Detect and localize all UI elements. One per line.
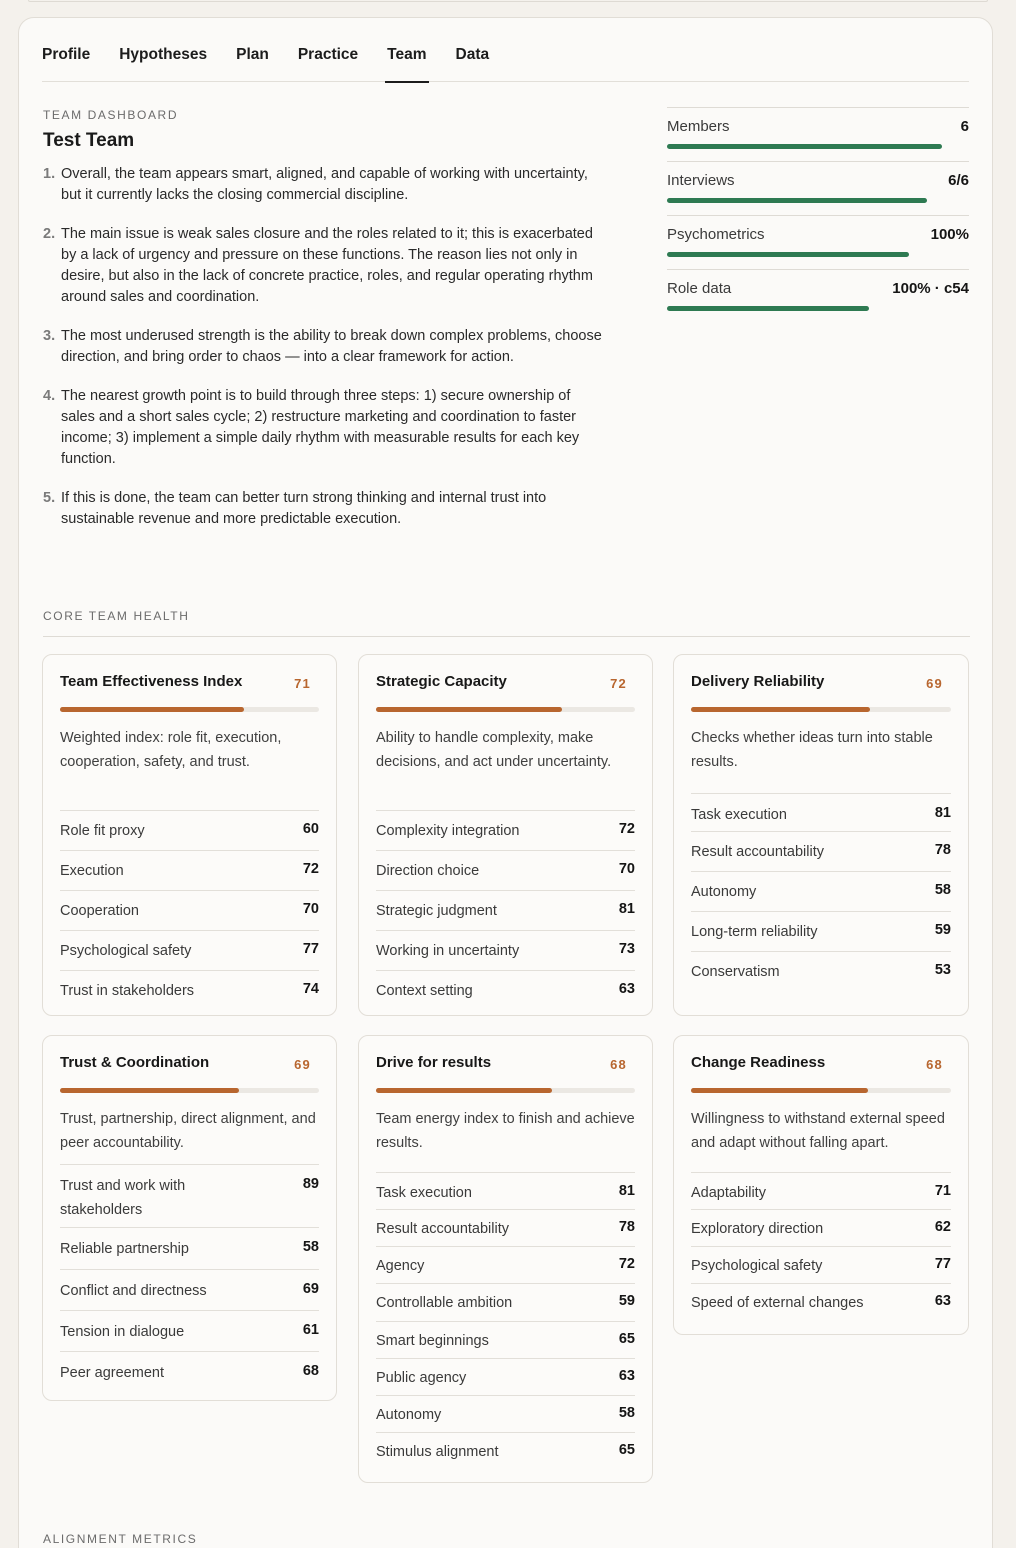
metric-label: Adaptability bbox=[691, 1185, 766, 1201]
alignment-overline: ALIGNMENT METRICS bbox=[43, 1532, 198, 1546]
metric-label: Exploratory direction bbox=[691, 1221, 824, 1237]
card-title: Change Readiness bbox=[691, 1054, 826, 1071]
metric-label: Controllable ambition bbox=[376, 1295, 513, 1311]
card-progress-track bbox=[691, 1088, 951, 1093]
card-description: Team energy index to finish and achieve results. bbox=[376, 1111, 635, 1151]
tab-hypotheses[interactable]: Hypotheses bbox=[119, 46, 208, 63]
stat-row-psychometrics bbox=[667, 215, 969, 269]
stat-label: Role data bbox=[667, 280, 732, 297]
metric-row bbox=[691, 1283, 951, 1320]
tab-practice[interactable]: Practice bbox=[297, 46, 359, 63]
metric-value: 63 bbox=[934, 1293, 951, 1309]
metric-label: Autonomy bbox=[376, 1407, 442, 1423]
metric-row bbox=[691, 1246, 951, 1283]
stat-progress-bar bbox=[667, 144, 942, 149]
summary-item-text: If this is done, the team can better turn strong thinking and internal trust into sustainable revenue and more predictable execution. bbox=[61, 490, 547, 527]
previous-panel-edge bbox=[28, 0, 988, 2]
metric-value: 73 bbox=[618, 941, 635, 957]
metric-label: Speed of external changes bbox=[691, 1295, 864, 1311]
card-score: 71 bbox=[294, 676, 311, 691]
metric-value: 74 bbox=[302, 981, 319, 997]
metric-row bbox=[376, 1283, 635, 1321]
summary-item bbox=[43, 326, 608, 368]
metric-row bbox=[376, 850, 635, 890]
tab-bar bbox=[42, 18, 969, 82]
metric-row bbox=[60, 1310, 319, 1351]
card-progress-track bbox=[60, 707, 319, 712]
metric-value: 61 bbox=[302, 1322, 319, 1338]
metric-value: 58 bbox=[934, 882, 951, 898]
summary-item-text: The nearest growth point is to build through three steps: 1) secure ownership of sales and a short sales cycle; 2) restructure marketing and coordination to faster income; 3) implement a simple daily rhythm with measurable results for each key function. bbox=[61, 388, 580, 467]
summary-item-text: The most underused strength is the ability to break down complex problems, choose direction, and bring order to chaos — into a clear framework for action. bbox=[61, 328, 602, 365]
metric-row bbox=[691, 1172, 951, 1209]
summary-item-number: 1. bbox=[43, 166, 56, 182]
tab-data[interactable]: Data bbox=[455, 46, 490, 63]
stat-label: Psychometrics bbox=[667, 226, 765, 243]
summary-item-text: Overall, the team appears smart, aligned, and capable of working with uncertainty, but it currently lacks the closing commercial discipline. bbox=[61, 166, 588, 203]
tab-plan[interactable]: Plan bbox=[236, 46, 269, 63]
metric-value: 78 bbox=[934, 842, 951, 858]
metric-row bbox=[691, 951, 951, 991]
metric-value: 70 bbox=[302, 901, 319, 917]
stat-progress-bar bbox=[667, 306, 869, 311]
metric-value: 78 bbox=[618, 1219, 635, 1235]
metric-value: 59 bbox=[618, 1293, 635, 1309]
card-score: 68 bbox=[610, 1057, 627, 1072]
card-description: Weighted index: role fit, execution, cooperation, safety, and trust. bbox=[60, 730, 282, 770]
metric-value: 68 bbox=[302, 1363, 319, 1379]
metric-label: Direction choice bbox=[376, 863, 480, 879]
card-score: 68 bbox=[926, 1057, 943, 1072]
metric-value: 63 bbox=[618, 1368, 635, 1384]
metric-label: Public agency bbox=[376, 1370, 467, 1386]
card-trust-coordination bbox=[42, 1035, 337, 1401]
dashboard-overline: TEAM DASHBOARD bbox=[43, 108, 179, 122]
metric-row bbox=[60, 890, 319, 930]
summary-item-number: 4. bbox=[43, 388, 56, 404]
metric-label: Task execution bbox=[691, 807, 787, 823]
metric-value: 77 bbox=[934, 1256, 951, 1272]
metric-label: Reliable partnership bbox=[60, 1241, 189, 1257]
card-progress-track bbox=[376, 707, 635, 712]
card-progress-fill bbox=[376, 1088, 552, 1093]
metric-row bbox=[376, 810, 635, 850]
card-title: Delivery Reliability bbox=[691, 673, 825, 690]
metric-label: Psychological safety bbox=[691, 1258, 823, 1274]
metric-label: Complexity integration bbox=[376, 823, 520, 839]
metric-value: 58 bbox=[618, 1405, 635, 1421]
card-description: Trust, partnership, direct alignment, and peer accountability. bbox=[60, 1111, 316, 1151]
card-progress-track bbox=[60, 1088, 319, 1093]
summary-list bbox=[43, 164, 608, 548]
metric-label: Result accountability bbox=[691, 844, 824, 860]
metric-label: Peer agreement bbox=[60, 1365, 164, 1381]
stat-value: 100% bbox=[930, 226, 969, 243]
core-health-overline: CORE TEAM HEALTH bbox=[43, 609, 190, 623]
card-change-readiness bbox=[673, 1035, 969, 1335]
metric-row bbox=[60, 970, 319, 1010]
metric-row bbox=[691, 911, 951, 951]
metric-value: 60 bbox=[302, 821, 319, 837]
metric-label: Trust in stakeholders bbox=[60, 983, 195, 999]
metric-label: Working in uncertainty bbox=[376, 943, 520, 959]
metric-value: 71 bbox=[934, 1183, 951, 1199]
team-title: Test Team bbox=[43, 130, 135, 151]
metric-label: Task execution bbox=[376, 1185, 472, 1201]
stat-value: 6/6 bbox=[948, 172, 969, 189]
metric-label: Trust and work with stakeholders bbox=[60, 1178, 186, 1218]
stat-row-members bbox=[667, 107, 969, 161]
stat-row-role-data bbox=[667, 269, 969, 323]
card-progress-fill bbox=[376, 707, 562, 712]
metric-value: 62 bbox=[934, 1219, 951, 1235]
metric-row bbox=[376, 1172, 635, 1209]
metric-row bbox=[376, 970, 635, 1010]
metric-list bbox=[376, 810, 635, 1010]
metric-label: Psychological safety bbox=[60, 943, 192, 959]
metric-row bbox=[376, 1321, 635, 1358]
metric-label: Strategic judgment bbox=[376, 903, 497, 919]
card-title: Strategic Capacity bbox=[376, 673, 507, 690]
metric-value: 53 bbox=[934, 962, 951, 978]
tab-team[interactable]: Team bbox=[387, 18, 426, 82]
metric-list bbox=[691, 793, 951, 991]
metric-value: 72 bbox=[618, 821, 635, 837]
metric-row bbox=[376, 1358, 635, 1395]
card-team-effectiveness-index bbox=[42, 654, 337, 1016]
metric-row bbox=[376, 930, 635, 970]
metric-row bbox=[376, 1246, 635, 1283]
metric-label: Tension in dialogue bbox=[60, 1324, 185, 1340]
section-divider bbox=[43, 636, 970, 637]
card-description: Checks whether ideas turn into stable results. bbox=[691, 730, 933, 770]
metric-label: Agency bbox=[376, 1258, 425, 1274]
metric-label: Stimulus alignment bbox=[376, 1444, 499, 1460]
summary-item-number: 2. bbox=[43, 226, 56, 242]
card-progress-fill bbox=[60, 1088, 239, 1093]
metric-row bbox=[691, 871, 951, 911]
summary-item bbox=[43, 488, 608, 530]
card-title: Drive for results bbox=[376, 1054, 492, 1071]
metric-label: Smart beginnings bbox=[376, 1333, 489, 1349]
metric-value: 65 bbox=[618, 1331, 635, 1347]
summary-item bbox=[43, 164, 608, 206]
metric-value: 72 bbox=[618, 1256, 635, 1272]
metric-label: Conflict and directness bbox=[60, 1283, 207, 1299]
metric-row bbox=[376, 890, 635, 930]
stat-value: 6 bbox=[960, 118, 969, 135]
metric-value: 72 bbox=[302, 861, 319, 877]
card-progress-fill bbox=[691, 1088, 868, 1093]
card-score: 69 bbox=[926, 676, 943, 691]
metric-row bbox=[60, 930, 319, 970]
metric-label: Role fit proxy bbox=[60, 823, 145, 839]
card-title: Team Effectiveness Index bbox=[60, 673, 243, 690]
metric-label: Conservatism bbox=[691, 964, 780, 980]
card-strategic-capacity bbox=[358, 654, 653, 1016]
stat-row-interviews bbox=[667, 161, 969, 215]
metric-label: Execution bbox=[60, 863, 124, 879]
stat-progress-bar bbox=[667, 252, 909, 257]
stat-label: Members bbox=[667, 118, 730, 135]
metric-row bbox=[691, 793, 951, 831]
card-description: Willingness to withstand external speed and adapt without falling apart. bbox=[691, 1111, 945, 1151]
team-panel bbox=[18, 17, 993, 1548]
card-score: 72 bbox=[610, 676, 627, 691]
stat-progress-bar bbox=[667, 198, 927, 203]
metric-list bbox=[691, 1172, 951, 1320]
metric-row bbox=[376, 1432, 635, 1469]
card-progress-track bbox=[691, 707, 951, 712]
summary-item-number: 5. bbox=[43, 490, 56, 506]
metric-value: 81 bbox=[934, 805, 951, 821]
card-progress-track bbox=[376, 1088, 635, 1093]
metric-value: 58 bbox=[302, 1239, 319, 1255]
metric-row bbox=[60, 1164, 319, 1227]
metric-row bbox=[691, 1209, 951, 1246]
card-title: Trust & Coordination bbox=[60, 1054, 210, 1071]
metric-value: 63 bbox=[618, 981, 635, 997]
metric-list bbox=[376, 1172, 635, 1469]
card-progress-fill bbox=[60, 707, 244, 712]
card-delivery-reliability bbox=[673, 654, 969, 1016]
summary-item bbox=[43, 386, 608, 470]
metric-label: Cooperation bbox=[60, 903, 139, 919]
metric-row bbox=[376, 1209, 635, 1246]
summary-item bbox=[43, 224, 608, 308]
metric-value: 81 bbox=[618, 901, 635, 917]
metric-row bbox=[376, 1395, 635, 1432]
metric-value: 70 bbox=[618, 861, 635, 877]
metric-row bbox=[691, 831, 951, 871]
metric-value: 81 bbox=[618, 1183, 635, 1199]
tab-profile[interactable]: Profile bbox=[42, 46, 91, 63]
stat-value: 100% · c54 bbox=[892, 280, 969, 297]
team-stats bbox=[667, 107, 969, 323]
metric-row bbox=[60, 810, 319, 850]
metric-list bbox=[60, 1164, 319, 1392]
metric-label: Autonomy bbox=[691, 884, 757, 900]
metric-value: 77 bbox=[302, 941, 319, 957]
metric-value: 89 bbox=[302, 1176, 319, 1192]
metric-list bbox=[60, 810, 319, 1010]
metric-value: 65 bbox=[618, 1442, 635, 1458]
metric-label: Context setting bbox=[376, 983, 473, 999]
card-score: 69 bbox=[294, 1057, 311, 1072]
metric-label: Long-term reliability bbox=[691, 924, 818, 940]
metric-row bbox=[60, 1269, 319, 1310]
card-progress-fill bbox=[691, 707, 870, 712]
metric-row bbox=[60, 850, 319, 890]
metric-value: 69 bbox=[302, 1281, 319, 1297]
metric-row bbox=[60, 1351, 319, 1392]
summary-item-number: 3. bbox=[43, 328, 56, 344]
card-drive-for-results bbox=[358, 1035, 653, 1483]
metric-label: Result accountability bbox=[376, 1221, 509, 1237]
metric-value: 59 bbox=[934, 922, 951, 938]
summary-item-text: The main issue is weak sales closure and the roles related to it; this is exacerbated by a lack of urgency and pressure on these functions. The reason lies not only in desire, but also in the lack of concrete practice, roles, and regular operating rhythm around sales and coordination. bbox=[61, 226, 593, 305]
card-description: Ability to handle complexity, make decisions, and act under uncertainty. bbox=[376, 730, 612, 770]
stat-label: Interviews bbox=[667, 172, 735, 189]
metric-row bbox=[60, 1227, 319, 1269]
